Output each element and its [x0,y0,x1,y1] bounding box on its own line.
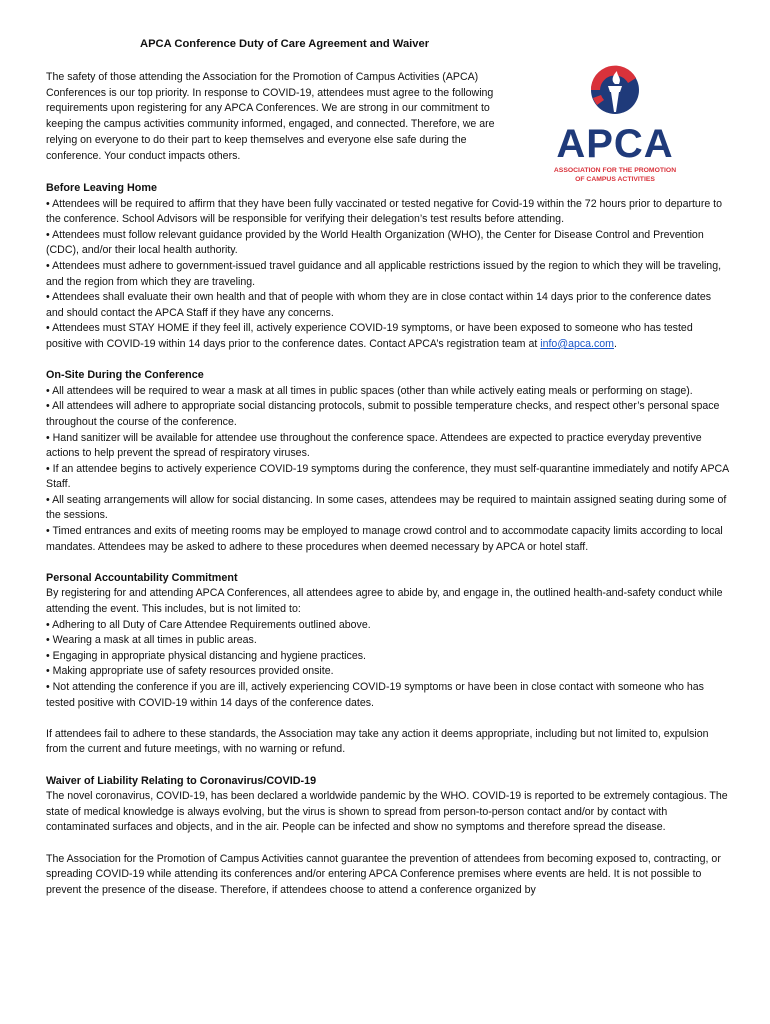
list-item: • Making appropriate use of safety resources provided onsite. [46,665,334,678]
list-item: • Attendees must adhere to government-issued travel guidance and all applicable restrictions issued by the region to which they will be traveling, and the region from which they are traveling. [46,259,722,288]
waiver-section [46,774,730,899]
list-item-text: • Attendees must STAY HOME if they feel ill, actively experience COVID-19 symptoms, or have been exposed to someone who has tested positive with COVID-19 within 14 days prior to the conference dates. Contact APCA’s registration team at [46,322,693,350]
torch-emblem-icon [591,66,639,114]
list-item-end: . [614,337,617,350]
section-heading: Before Leaving Home [46,182,157,194]
section-intro: By registering for and attending APCA Conferences, all attendees agree to abide by, and engage in, the outlined health-and-safety conduct while attending the event. This includes, but is not limited to: [46,587,723,616]
section-heading: Personal Accountability Commitment [46,571,238,584]
list-item: • Attendees must follow relevant guidance provided by the World Health Organization (WHO), the Center for Disease Control and Prevention (CDC), and/or their local health authority. [46,228,704,257]
section-heading: On-Site During the Conference [46,369,204,382]
email-link[interactable]: info@apca.com [540,337,614,350]
logo-tagline-line1: ASSOCIATION FOR THE PROMOTION [553,167,677,174]
waiver-paragraph: The novel coronavirus, COVID-19, has been declared a worldwide pandemic by the WHO. COVID-19 is reported to be extremely contagious. The state of medical knowledge is always evolving, but the virus is shown to spread from person-to-person contact and/or by contact with contaminated surfaces and objects, and in the air. People can be infected and show no symptoms and therefore spread the disease. [46,790,728,834]
logo-acronym: APCA [556,122,674,166]
intro-paragraph: The safety of those attending the Association for the Promotion of Campus Activities (APCA) Conferences is our top priority. In response to COVID-19, attendees must agree to the following requirements upon registering for any APCA Conferences. We are strong in our commitment to keeping the campus activities community informed, engaged, and connected. Therefore, we are relying on everyone to do their part to keep themselves and everyone else safe during the conference. Your conduct impacts others. [46,71,495,162]
list-item: • Attendees will be required to affirm that they have been fully vaccinated or tested negative for Covid-19 within the 72 hours prior to departure to the conference. School Advisors will be responsible for verifying their delegation’s test results before attending. [46,197,723,226]
list-item: • Engaging in appropriate physical distancing and hygiene practices. [46,649,366,662]
before-leaving-section [46,181,730,353]
section-heading: Waiver of Liability Relating to Coronavirus/COVID-19 [46,774,317,787]
list-item: • Wearing a mask at all times in public areas. [46,634,257,647]
document-body [46,181,730,898]
list-item: • All attendees will be required to wear a mask at all times in public spaces (other than while actively eating meals or performing on stage). [46,384,693,397]
list-item: • Not attending the conference if you are ill, actively experiencing COVID-19 symptoms or have been in close contact with someone who has tested positive with COVID-19 within 14 days of the conference dates. [46,681,704,709]
list-item: • Timed entrances and exits of meeting rooms may be employed to manage crowd control and to accommodate capacity limits according to local mandates. Attendees may be asked to adhere to these procedures when deemed necessary by APCA or hotel staff. [46,525,723,553]
list-item: • All attendees will adhere to appropriate social distancing protocols, submit to possible temperature checks, and respect other’s personal space throughout the course of the conference. [46,400,720,428]
list-item: • Attendees shall evaluate their own health and that of people with whom they are in close contact within 14 days prior to the conference dates and should contact the APCA Staff if they have any concerns. [46,291,712,319]
on-site-section [46,368,730,555]
accountability-section [46,571,730,758]
apca-logo [548,62,688,187]
list-item: • If an attendee begins to actively experience COVID-19 symptoms during the conference, they must self-quarantine immediately and notify APCA Staff. [46,462,729,491]
list-item [46,321,730,352]
waiver-paragraph: The Association for the Promotion of Campus Activities cannot guarantee the prevention of attendees from becoming exposed to, contracting, or spreading COVID-19 while attending its conferences and/or entering APCA Conference premises where events are held. It is not possible to prevent the presence of the disease. Therefore, if attendees choose to attend a conference organized by [46,852,721,896]
list-item: • All seating arrangements will allow for social distancing. In some cases, attendees may be required to maintain assigned seating during some of the sessions. [46,493,727,522]
consequence-paragraph: If attendees fail to adhere to these standards, the Association may take any action it deems appropriate, including but not limited to, expulsion from the current and future meetings, with no warning or refund. [46,727,709,756]
document-title: APCA Conference Duty of Care Agreement and Waiver [140,38,430,50]
list-item: • Adhering to all Duty of Care Attendee Requirements outlined above. [46,618,371,631]
logo-tagline-line2: OF CAMPUS ACTIVITIES [575,176,655,183]
list-item: • Hand sanitizer will be available for attendee use throughout the conference space. Attendees are expected to practice everyday preventive actions to help prevent the spread of respiratory viruses. [46,431,702,460]
